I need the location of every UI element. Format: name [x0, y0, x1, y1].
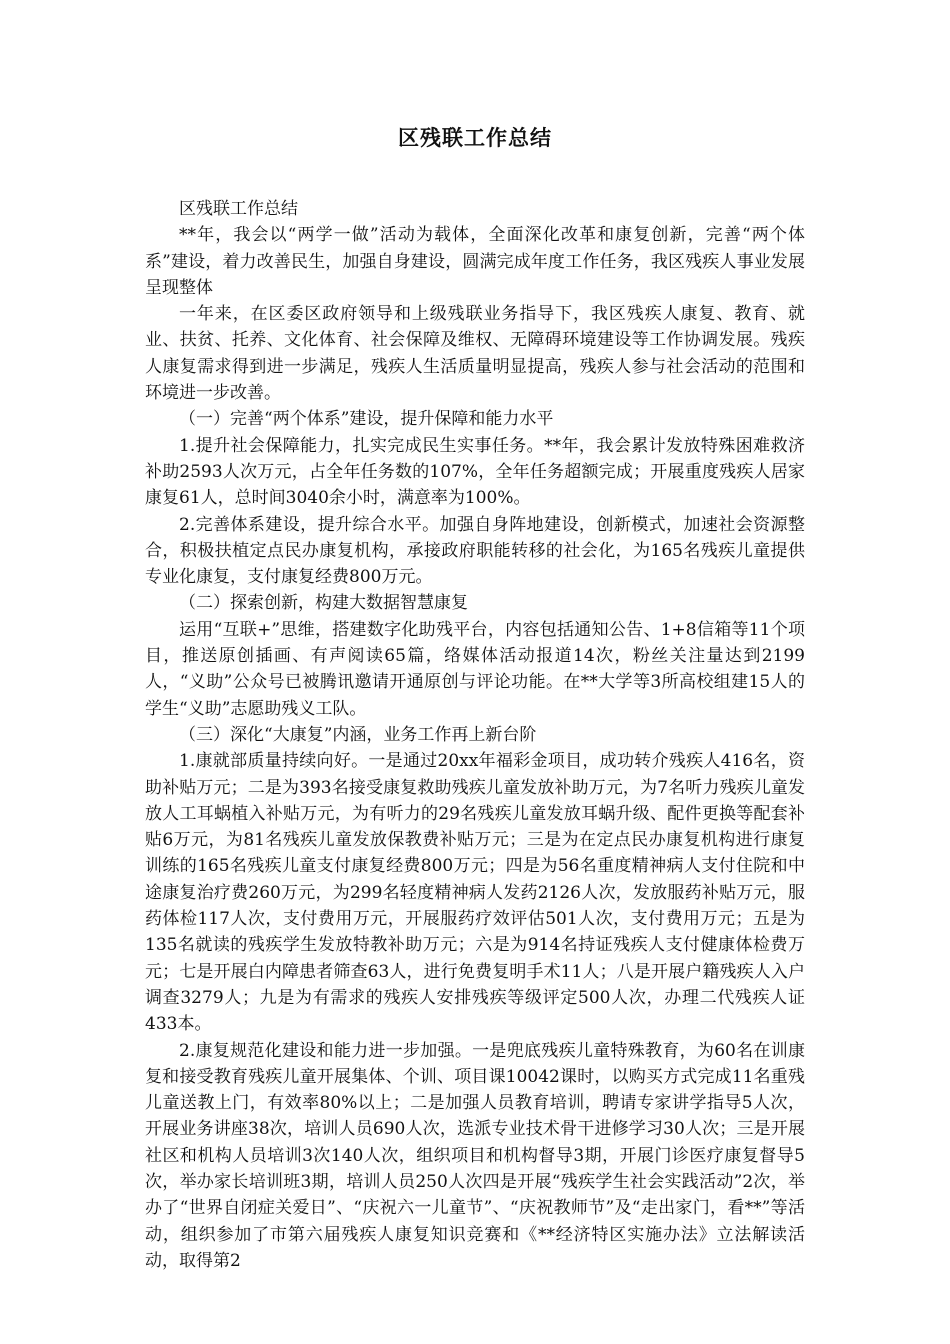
section-heading-2: （二）探索创新，构建大数据智慧康复 — [179, 593, 468, 614]
paragraph-heading-repeat: 区残联工作总结 — [179, 199, 298, 219]
paragraph-overview: 一年来，在区委区政府领导和上级残联业务指导下，我区残疾人康复、教育、就业、扶贫、托养、文化体育、社会保障及维权、无障碍环境建设等工作协调发展。残疾人康复需求得到进一步满足，残疾人生活质量明显提高，残疾人参与社会活动的范围和环境进一步改善。 — [145, 304, 805, 404]
paragraph-3-2: 2.康复规范化建设和能力进一步加强。一是兜底残疾儿童特殊教育，为60名在训康复和接受教育残疾儿童开展集体、个训、项目课10042课时，以购买方式完成11名重残儿童送教上门，有效率80%以上；二是加强人员教育培训，聘请专家讲学指导5人次，开展业务讲座38次，培训人员690人次，选派专业技术骨干进修学习30人次；三是开展社区和机构人员培训3次140人次，组织项目和机构督导3期，开展门诊医疗康复督导5次，举办家长培训班3期，培训人员250人次四是开展“残疾学生社会实践活动”2次，举办了“世界自闭症关爱日”、“庆祝六一儿童节”、“庆祝教师节”及“走出家门，看**”等活动，组织参加了市第六届残疾人康复知识竞赛和《**经济特区实施办法》立法解读活动，取得第2 — [145, 1040, 805, 1271]
paragraph-3-1: 1.康就部质量持续向好。一是通过20xx年福彩金项目，成功转介残疾人416名，资助补贴万元；二是为393名接受康复救助残疾儿童发放补助万元，为7名听力残疾儿童发放人工耳蜗植入补贴万元，为有听力的29名残疾儿童发放耳蜗升级、配件更换等配套补贴6万元，为81名残疾儿童发放保教费补贴万元；三是为在定点民办康复机构进行康复训练的165名残疾儿童支付康复经费800万元；四是为56名重度精神病人支付住院和中途康复治疗费260万元，为299名轻度精神病人发药2126人次，发放服药补贴万元，服药体检117人次，支付费用万元，开展服药疗效评估501人次，支付费用万元；五是为135名就读的残疾学生发放特教补助万元；六是为914名持证残疾人支付健康体检费万元；七是开展白内障患者筛查63人，进行免费复明手术11人；八是开展户籍残疾人入户调查3279人；九是为有需求的残疾人安排残疾等级评定500人次，办理二代残疾人证433本。 — [145, 751, 805, 1035]
paragraph-2-1: 运用“互联+”思维，搭建数字化助残平台，内容包括通知公告、1+8信箱等11个项目，推送原创插画、有声阅读65篇，络媒体活动报道14次，粉丝关注量达到2199人，“义助”公众号已被腾讯邀请开通原创与评论功能。在**大学等3所高校组建15人的学生“义助”志愿助残义工队。 — [145, 619, 805, 719]
paragraph-1-2: 2.完善体系建设，提升综合水平。加强自身阵地建设，创新模式，加速社会资源整合，积极扶植定点民办康复机构，承接政府职能转移的社会化，为165名残疾儿童提供专业化康复，支付康复经费800万元。 — [145, 514, 805, 588]
paragraph-1-1: 1.提升社会保障能力，扎实完成民生实事任务。**年，我会累计发放特殊困难救济补助2593人次万元，占全年任务数的107%，全年任务超额完成；开展重度残疾人居家康复61人，总时间3040余小时，满意率为100%。 — [145, 435, 805, 509]
section-heading-3: （三）深化“大康复”内涵，业务工作再上新台阶 — [179, 724, 537, 745]
document-title: 区残联工作总结 — [398, 125, 552, 150]
document-body — [145, 196, 805, 1274]
section-heading-1: （一）完善“两个体系”建设，提升保障和能力水平 — [179, 409, 554, 430]
paragraph-intro: **年，我会以“两学一做”活动为载体，全面深化改革和康复创新，完善“两个体系”建设，着力改善民生，加强自身建设，圆满完成年度工作任务，我区残疾人事业发展呈现整体 — [145, 225, 805, 298]
